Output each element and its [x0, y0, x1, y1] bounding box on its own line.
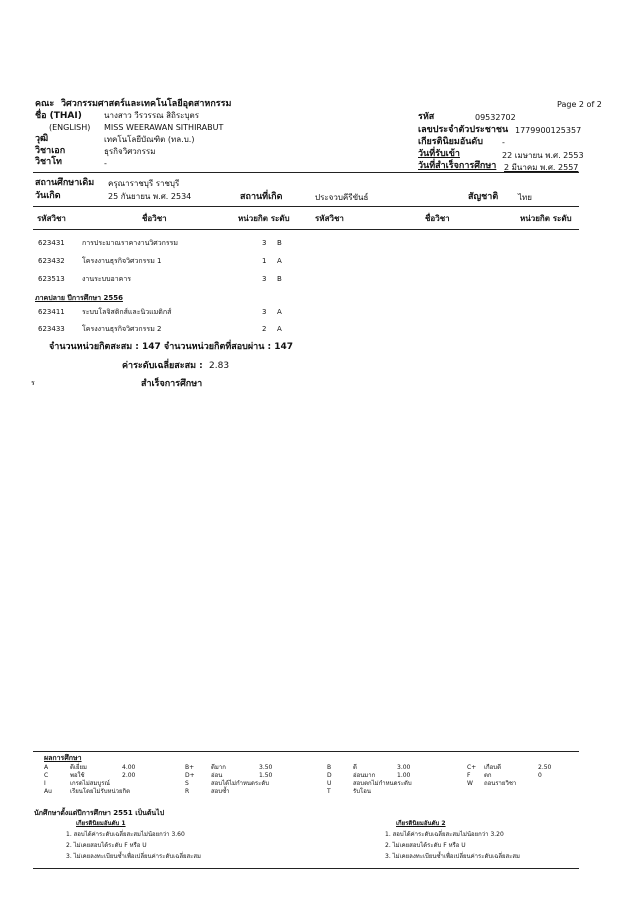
- grade-symbol: R: [185, 788, 190, 795]
- columns-top-rule: [33, 206, 579, 207]
- grade-value: 4.00: [122, 764, 136, 771]
- grade-symbol: C+: [467, 764, 477, 771]
- grade-description: สอบซ้ำ: [211, 788, 230, 795]
- course-code: 623431: [38, 239, 65, 247]
- grade-symbol: C: [44, 772, 49, 779]
- name-thai-label: ชื่อ (THAI): [35, 111, 82, 121]
- columns-bottom-rule: [33, 229, 579, 230]
- course-code: 623433: [38, 325, 65, 333]
- minor: -: [104, 159, 107, 168]
- course-code: 623432: [38, 257, 65, 265]
- grade-symbol: S: [185, 780, 189, 787]
- grade-symbol: D: [327, 772, 332, 779]
- grade-symbol: U: [327, 780, 332, 787]
- grade-description: ตก: [484, 772, 492, 779]
- page-number: Page 2 of 2: [557, 100, 602, 109]
- course-name: ระบบโลจิสติกส์และนิวแมติกส์: [82, 308, 172, 316]
- grade-value: 3.50: [259, 764, 273, 771]
- course-name: การประมาณราคางานวิศวกรรม: [82, 239, 179, 247]
- major-label: วิชาเอก: [35, 146, 66, 156]
- col-name: ชื่อวิชา: [142, 214, 167, 223]
- course-name: งานระบบอาคาร: [82, 275, 132, 283]
- faculty-label: คณะ: [35, 99, 55, 109]
- col-name-2: ชื่อวิชา: [425, 214, 450, 223]
- honors-label: เกียรตินิยมอันดับ: [418, 137, 483, 147]
- honors-second-rule: 2. ไม่เคยสอบได้ระดับ F หรือ U: [385, 842, 466, 849]
- nationality-label: สัญชาติ: [468, 192, 499, 202]
- birthplace: ประจวบคีรีขันธ์: [315, 193, 369, 202]
- grade-description: เรียนโดยไม่รับหน่วยกิต: [70, 788, 130, 795]
- course-code: 623513: [38, 275, 65, 283]
- course-grade: B: [277, 239, 282, 247]
- honors-first-rule: 2. ไม่เคยสอบได้ระดับ F หรือ U: [66, 842, 147, 849]
- name-en-label: (ENGLISH): [49, 123, 91, 132]
- grade-description: พอใช้: [70, 772, 85, 779]
- grade-symbol: A: [44, 764, 49, 771]
- grade-symbol: Au: [44, 788, 52, 795]
- birth-label: วันเกิด: [35, 191, 61, 201]
- degree: เทคโนโลยีบัณฑิต (ทล.บ.): [104, 135, 195, 144]
- grade-symbol: F: [467, 772, 471, 779]
- name-en: MISS WEERAWAN SITHIRABUT: [104, 123, 224, 132]
- course-credit: 2: [262, 325, 267, 333]
- gpa-label: ค่าระดับเฉลี่ยสะสม :: [122, 361, 203, 371]
- course-credit: 3: [262, 239, 267, 247]
- minor-label: วิชาโท: [35, 157, 62, 167]
- nationality: ไทย: [518, 193, 532, 202]
- grade-symbol: B+: [185, 764, 195, 771]
- grade-description: ดีเยี่ยม: [70, 764, 87, 771]
- col-credit-grade: หน่วยกิต ระดับ: [238, 214, 290, 223]
- header-divider: [33, 172, 579, 173]
- birth-date: 25 กันยายน พ.ศ. 2534: [108, 192, 192, 201]
- gpa-value: 2.83: [209, 361, 230, 371]
- grade-description: เกรดไม่สมบูรณ์: [70, 780, 110, 787]
- course-credit: 3: [262, 308, 267, 316]
- grade-value: 1.00: [397, 772, 411, 779]
- course-grade: B: [277, 275, 282, 283]
- course-name: โครงงานธุรกิจวิศวกรรม 2: [82, 325, 162, 333]
- legend-bottom-rule: [33, 868, 579, 869]
- grade-description: เกือบดี: [484, 764, 501, 771]
- course-grade: A: [277, 257, 282, 265]
- grade-description: ดีมาก: [211, 764, 226, 771]
- course-credit: 3: [262, 275, 267, 283]
- birthplace-label: สถานที่เกิด: [240, 192, 283, 202]
- admit-label: วันที่รับเข้า: [418, 149, 460, 159]
- honors-first-rule: 3. ไม่เคยลงทะเบียนซ้ำเพื่อเปลี่ยนค่าระดับเฉลี่ยสะสม: [66, 853, 202, 860]
- grade-description: อ่อนมาก: [353, 772, 376, 779]
- grade-value: 0: [538, 772, 542, 779]
- name-thai: นางสาว วีรวรรณ สิถิระบุตร: [104, 111, 200, 120]
- course-credit: 1: [262, 257, 267, 265]
- student-id: 09532702: [475, 113, 516, 122]
- col-code: รหัสวิชา: [37, 214, 66, 223]
- citizen-id: 1779900125357: [515, 126, 582, 135]
- grade-description: ดี: [353, 764, 357, 771]
- course-grade: A: [277, 325, 282, 333]
- citizen-id-label: เลขประจำตัวประชาชน: [418, 125, 509, 135]
- honors-first-title: เกียรตินิยมอันดับ 1: [76, 820, 126, 827]
- major: ธุรกิจวิศวกรรม: [104, 147, 156, 156]
- grade-symbol: W: [467, 780, 473, 787]
- grade-value: 3.00: [397, 764, 411, 771]
- admit-date: 22 เมษายน พ.ศ. 2553: [502, 151, 584, 160]
- course-name: โครงงานธุรกิจวิศวกรรม 1: [82, 257, 162, 265]
- grade-description: รับโอน: [353, 788, 371, 795]
- col-code-2: รหัสวิชา: [315, 214, 344, 223]
- student-id-label: รหัส: [418, 112, 435, 122]
- grade-description: อ่อน: [211, 772, 223, 779]
- grade-value: 2.00: [122, 772, 136, 779]
- credits-summary: จำนวนหน่วยกิตสะสม : 147 จำนวนหน่วยกิตที่สอบผ่าน : 147: [49, 342, 293, 352]
- grade-value: 2.50: [538, 764, 552, 771]
- col-credit-grade-2: หน่วยกิต ระดับ: [520, 214, 572, 223]
- grade-symbol: I: [44, 780, 46, 787]
- grade-value: 1.50: [259, 772, 273, 779]
- term-label: ภาคปลาย ปีการศึกษา 2556: [35, 294, 123, 302]
- honors-first-rule: 1. สอบได้ค่าระดับเฉลี่ยสะสมไม่น้อยกว่า 3.60: [66, 831, 185, 838]
- grade-description: ถอนรายวิชา: [484, 780, 517, 787]
- honors-value: -: [502, 138, 505, 147]
- honors-intro: นักศึกษาตั้งแต่ปีการศึกษา 2551 เป็นต้นไป: [34, 809, 165, 817]
- margin-mark: ร: [31, 379, 35, 387]
- grade-description: สอบได้ไม่กำหนดระดับ: [211, 780, 270, 787]
- grade-symbol: T: [327, 788, 331, 795]
- graduated-status: สำเร็จการศึกษา: [141, 379, 203, 389]
- grade-symbol: D+: [185, 772, 195, 779]
- grade-description: สอบตกไม่กำหนดระดับ: [353, 780, 412, 787]
- grade-symbol: B: [327, 764, 332, 771]
- prev-school-label: สถานศึกษาเดิม: [35, 178, 95, 188]
- prev-school: ครุณาราชบุรี ราชบุรี: [108, 179, 180, 188]
- grad-date: 2 มีนาคม พ.ศ. 2557: [504, 163, 579, 172]
- legend-top-rule: [33, 751, 579, 752]
- course-grade: A: [277, 308, 282, 316]
- degree-label: วุฒิ: [35, 134, 49, 144]
- course-code: 623411: [38, 308, 65, 316]
- honors-second-rule: 1. สอบได้ค่าระดับเฉลี่ยสะสมไม่น้อยกว่า 3.20: [385, 831, 504, 838]
- honors-second-title: เกียรตินิยมอันดับ 2: [396, 820, 446, 827]
- honors-second-rule: 3. ไม่เคยลงทะเบียนซ้ำเพื่อเปลี่ยนค่าระดับเฉลี่ยสะสม: [385, 853, 521, 860]
- grad-label: วันที่สำเร็จการศึกษา: [418, 161, 497, 171]
- grading-title: ผลการศึกษา: [44, 754, 82, 762]
- faculty: วิศวกรรมศาสตร์และเทคโนโลยีอุตสาหกรรม: [61, 99, 232, 109]
